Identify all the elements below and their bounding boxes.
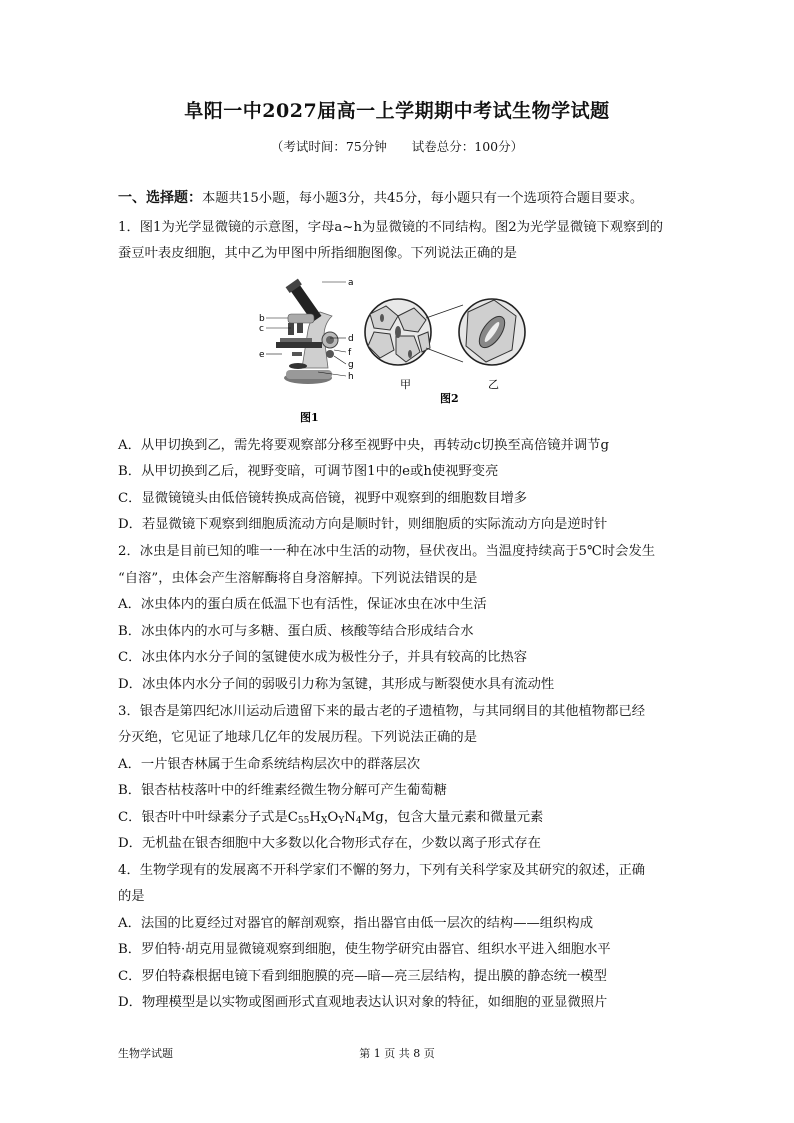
cells-yi-view — [459, 299, 525, 365]
question-3-option-b: B．银杏枯枝落叶中的纤维素经微生物分解可产生葡萄糖 — [118, 783, 447, 798]
question-4-stem-line2: 的是 — [118, 889, 145, 904]
microscope-figure — [258, 270, 548, 430]
question-3-stem-line2: 分灭绝，它见证了地球几亿年的发展历程。下列说法正确的是 — [118, 730, 478, 745]
label-c: c — [259, 324, 264, 334]
label-d: d — [348, 334, 354, 344]
microscope-illustration — [259, 278, 354, 424]
question-3-option-d: D．无机盐在银杏细胞中大多数以化合物形式存在，少数以离子形式存在 — [118, 836, 541, 851]
question-1-stem-line1: 1．图1为光学显微镜的示意图，字母a~h为显微镜的不同结构。图2为光学显微镜下观察到的 — [118, 220, 663, 235]
section-title: 一、选择题： — [118, 190, 202, 206]
microscope-and-cells-diagram — [258, 270, 548, 430]
figure-1-caption: 图1 — [300, 411, 319, 424]
question-1-stem-line2: 蚕豆叶表皮细胞，其中乙为甲图中所指细胞图像。下列说法正确的是 — [118, 246, 517, 261]
question-3-option-a: A．一片银杏林属于生命系统结构层次中的群落层次 — [118, 757, 421, 772]
label-yi: 乙 — [488, 378, 499, 391]
question-1-option-d: D．若显微镜下观察到细胞质流动方向是顺时针，则细胞质的实际流动方向是逆时针 — [118, 517, 608, 532]
figure-2-caption: 图2 — [440, 392, 459, 405]
question-2-option-d: D．冰虫体内水分子间的弱吸引力称为氢键，其形成与断裂使水具有流动性 — [118, 677, 555, 692]
question-2-stem-line1: 2．冰虫是目前已知的唯一一种在冰中生活的动物，昼伏夜出。当温度持续高于5℃时会发生 — [118, 544, 656, 559]
label-h: h — [348, 372, 354, 382]
question-3-stem-line1: 3．银杏是第四纪冰川运动后遗留下来的最古老的孑遗植物，与其同纲目的其他植物都已经 — [118, 704, 646, 719]
q3c-sub-4: 4 — [355, 816, 362, 826]
label-b: b — [259, 314, 265, 324]
question-4-option-a: A．法国的比夏经过对器官的解剖观察，指出器官由低一层次的结构——组织构成 — [118, 916, 593, 931]
question-4-option-b: B．罗伯特·胡克用显微镜观察到细胞，使生物学研究由器官、组织水平进入细胞水平 — [118, 942, 611, 957]
label-jia: 甲 — [400, 378, 411, 391]
q3c-n: N — [344, 810, 356, 825]
label-g: g — [348, 360, 354, 370]
exam-info: （考试时间：75分钟 试卷总分：100分） — [270, 139, 524, 154]
footer-subject: 生物学试题 — [118, 1047, 173, 1060]
q3c-sub-55: 55 — [297, 816, 310, 826]
question-2-option-c: C．冰虫体内水分子间的氢键使水成为极性分子，并具有较高的比热容 — [118, 650, 528, 665]
page-title: 阜阳一中2027届高一上学期期中考试生物学试题 — [184, 100, 610, 122]
footer-page-number: 第 1 页 共 8 页 — [359, 1047, 435, 1060]
label-e: e — [259, 350, 265, 360]
question-4-stem-line1: 4．生物学现有的发展离不开科学家们不懈的努力，下列有关科学家及其研究的叙述，正确 — [118, 863, 646, 878]
q3c-sub-y: Y — [338, 816, 345, 826]
q3c-sub-x: X — [320, 816, 328, 826]
q3c-text: C．银杏叶中叶绿素分子式是C — [118, 810, 298, 825]
question-1-option-b: B．从甲切换到乙后，视野变暗，可调节图1中的e或h使视野变亮 — [118, 464, 499, 479]
question-2-option-a: A．冰虫体内的蛋白质在低温下也有活性，保证冰虫在冰中生活 — [118, 597, 487, 612]
q3c-rest: Mg，包含大量元素和微量元素 — [361, 810, 544, 825]
question-1-option-a: A．从甲切换到乙，需先将要观察部分移至视野中央，再转动c切换至高倍镜并调节g — [118, 438, 609, 453]
section-heading — [118, 187, 643, 207]
cells-jia-view — [365, 299, 463, 365]
question-1-option-c: C．显微镜镜头由低倍镜转换成高倍镜，视野中观察到的细胞数目增多 — [118, 491, 528, 506]
q3c-o: O — [327, 810, 339, 825]
label-a: a — [348, 278, 354, 288]
q3c-h: H — [309, 810, 321, 825]
section-description: 本题共15小题，每小题3分，共45分，每小题只有一个选项符合题目要求。 — [202, 191, 644, 206]
question-4-option-c: C．罗伯特森根据电镜下看到细胞膜的亮—暗—亮三层结构，提出膜的静态统一模型 — [118, 969, 607, 984]
question-4-option-d: D．物理模型是以实物或图画形式直观地表达认识对象的特征，如细胞的亚显微照片 — [118, 995, 608, 1010]
label-f: f — [348, 348, 352, 358]
question-2-stem-line2: “自溶”，虫体会产生溶解酶将自身溶解掉。下列说法错误的是 — [118, 571, 478, 586]
question-2-option-b: B．冰虫体内的水可与多糖、蛋白质、核酸等结合形成结合水 — [118, 624, 474, 639]
question-3-option-c — [118, 806, 543, 825]
